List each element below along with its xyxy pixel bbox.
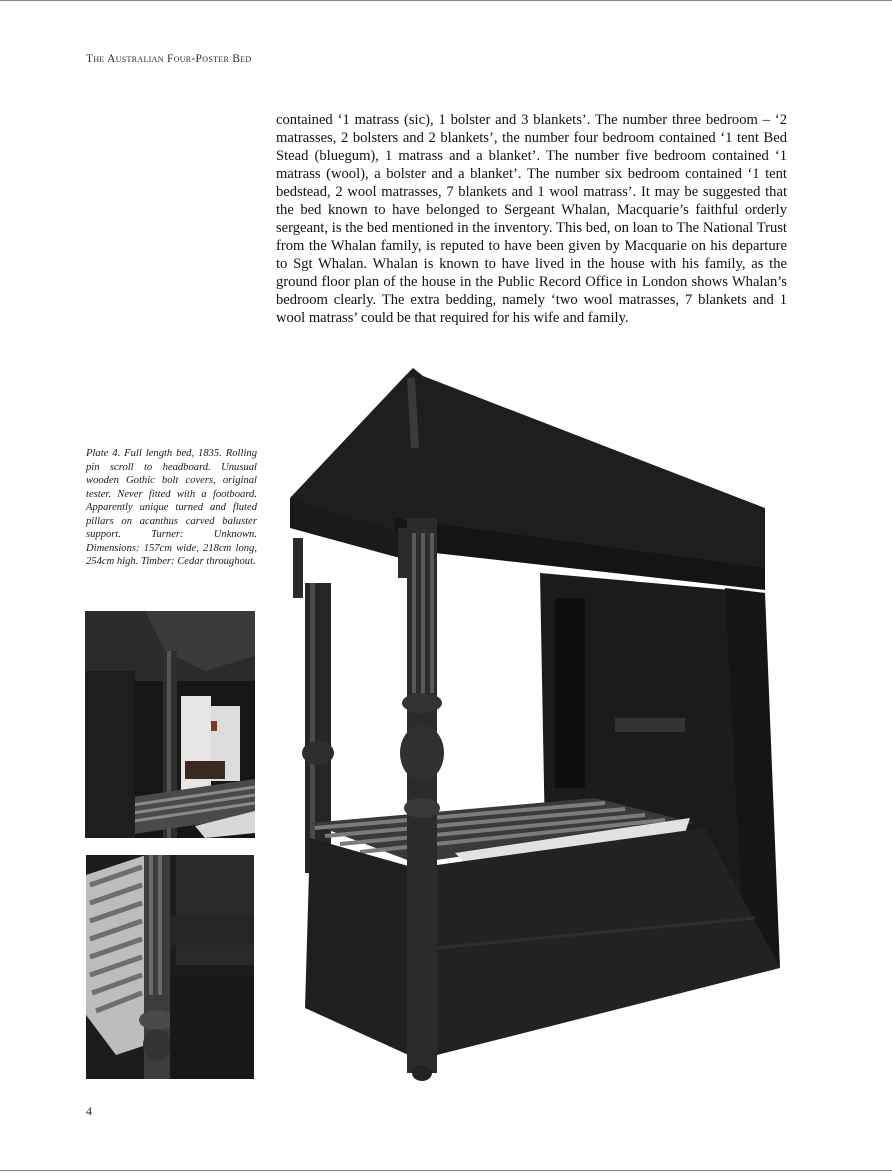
bed-interior-photo <box>85 611 255 838</box>
body-paragraph: contained ‘1 matrass (sic), 1 bolster and 3 blankets’. The number three bedroom – ‘2 matrasses, 2 bolsters and 2 blankets’, the number four bedroom contained ‘1 tent Bed Stead (bluegum), 1 matrass and a blanket’. The number five bedroom contained ‘1 matrass (wool), a bolster and a blanket’. The number six bedroom contained ‘1 tent bedstead, 2 wool matrasses, 7 blankets and 1 wool matrass’. It may be suggested that the bed known to have belonged to Sergeant Whalan, Macquarie’s faithful orderly sergeant, is the bed mentioned in the inventory. This bed, on loan to The National Trust from the Whalan family, is reputed to have been given by Macquarie on his departure to Sgt Whalan. Whalan is known to have lived in the house with his family, as the ground floor plan of the house in the Public Record Office in London shows Whalan’s bedroom clearly. The extra bedding, namely ‘two wool matrasses, 7 blankets and 1 wool matrass’ could be that required for his wife and family. <box>276 112 787 326</box>
page-top-border <box>0 0 892 1</box>
four-poster-bed-photo <box>285 368 785 1083</box>
page-bottom-border <box>0 1170 892 1171</box>
running-head: The Australian Four-Poster Bed <box>86 53 252 65</box>
page-number: 4 <box>86 1104 92 1118</box>
plate-caption: Plate 4. Full length bed, 1835. Rolling pin scroll to headboard. Unusual wooden Gothic bolt covers, original tester. Never fitted with a footboard. Apparently unique turned and fluted pillars on acanthus carved baluster support. Turner: Unknown. Dimensions: 157cm wide, 218cm long, 254cm high. Timber: Cedar throughout. <box>86 448 257 567</box>
bedpost-detail-photo <box>86 855 254 1079</box>
